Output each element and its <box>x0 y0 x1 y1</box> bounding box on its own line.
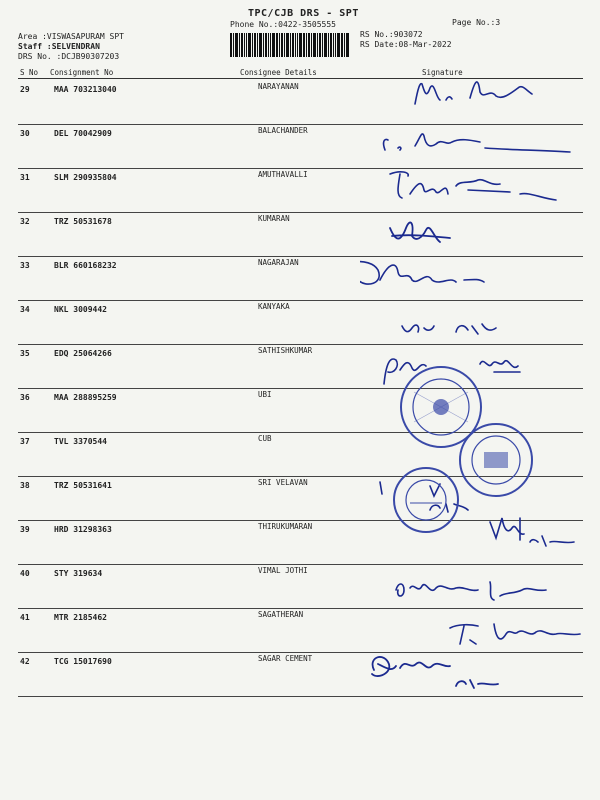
row-consignee: VIMAL JOTHI <box>258 566 308 575</box>
barcode-image <box>230 33 350 57</box>
row-consignee: BALACHANDER <box>258 126 308 135</box>
row-consignee: SAGAR CEMENT <box>258 654 313 663</box>
staff-label: Staff :SELVENDRAN <box>18 42 100 51</box>
table-row <box>0 388 600 432</box>
row-sno: 33 <box>20 261 30 270</box>
row-consignment: BLR 660168232 <box>54 261 117 270</box>
row-consignee: AMUTHAVALLI <box>258 170 308 179</box>
table-row <box>0 256 600 300</box>
table-row <box>0 212 600 256</box>
rs-date: RS Date:08-Mar-2022 <box>360 40 452 49</box>
row-consignment: TRZ 50531641 <box>54 481 112 490</box>
row-sno: 29 <box>20 85 30 94</box>
drs-number: DRS No. :DCJB90307203 <box>18 52 120 61</box>
row-consignment: NKL 3009442 <box>54 305 107 314</box>
row-consignee: NARAYANAN <box>258 82 299 91</box>
table-row <box>0 124 600 168</box>
row-consignment: TCG 15017690 <box>54 657 112 666</box>
row-consignee: CUB <box>258 434 272 443</box>
table-row <box>0 476 600 520</box>
row-sno: 36 <box>20 393 30 402</box>
row-sno: 31 <box>20 173 30 182</box>
row-consignee: SAGATHERAN <box>258 610 304 619</box>
row-consignee: KUMARAN <box>258 214 290 223</box>
column-header-sno: S No <box>20 68 39 77</box>
row-sno: 40 <box>20 569 30 578</box>
row-sno: 30 <box>20 129 30 138</box>
table-row <box>0 80 600 124</box>
row-consignment: MAA 703213040 <box>54 85 117 94</box>
area-label: Area :VISWASAPURAM SPT <box>18 32 124 41</box>
row-sno: 41 <box>20 613 30 622</box>
row-consignee: SRI VELAVAN <box>258 478 308 487</box>
row-sno: 32 <box>20 217 30 226</box>
table-row <box>0 608 600 652</box>
table-row <box>0 344 600 388</box>
row-consignment: TRZ 50531678 <box>54 217 112 226</box>
row-consignee: THIRUKUMARAN <box>258 522 313 531</box>
row-divider <box>18 696 583 697</box>
table-row <box>0 168 600 212</box>
row-consignee: UBI <box>258 390 272 399</box>
table-row <box>0 652 600 696</box>
column-header-consignee: Consignee Details <box>240 68 317 77</box>
row-sno: 38 <box>20 481 30 490</box>
table-row <box>0 564 600 608</box>
row-consignee: NAGARAJAN <box>258 258 299 267</box>
page-number: Page No.:3 <box>452 18 501 27</box>
sheet-title: TPC/CJB DRS - SPT <box>248 8 359 19</box>
row-sno: 37 <box>20 437 30 446</box>
row-consignment: STY 319634 <box>54 569 103 578</box>
row-sno: 34 <box>20 305 30 314</box>
row-consignee: KANYAKA <box>258 302 290 311</box>
row-sno: 35 <box>20 349 30 358</box>
column-header-consignment: Consignment No <box>50 68 114 77</box>
row-sno: 42 <box>20 657 30 666</box>
column-header-signature: Signature <box>422 68 463 77</box>
header-divider <box>18 78 583 79</box>
phone-number: Phone No.:0422-3505555 <box>230 20 336 29</box>
table-row <box>0 300 600 344</box>
row-consignment: SLM 290935804 <box>54 173 117 182</box>
row-consignment: HRD 31298363 <box>54 525 112 534</box>
row-consignment: MAA 288895259 <box>54 393 117 402</box>
table-row <box>0 520 600 564</box>
row-consignment: TVL 3370544 <box>54 437 107 446</box>
table-row <box>0 432 600 476</box>
row-consignment: MTR 2185462 <box>54 613 107 622</box>
row-consignment: EDQ 25064266 <box>54 349 112 358</box>
row-consignee: SATHISHKUMAR <box>258 346 313 355</box>
rs-number: RS No.:903072 <box>360 30 423 39</box>
row-consignment: DEL 70042909 <box>54 129 112 138</box>
row-sno: 39 <box>20 525 30 534</box>
